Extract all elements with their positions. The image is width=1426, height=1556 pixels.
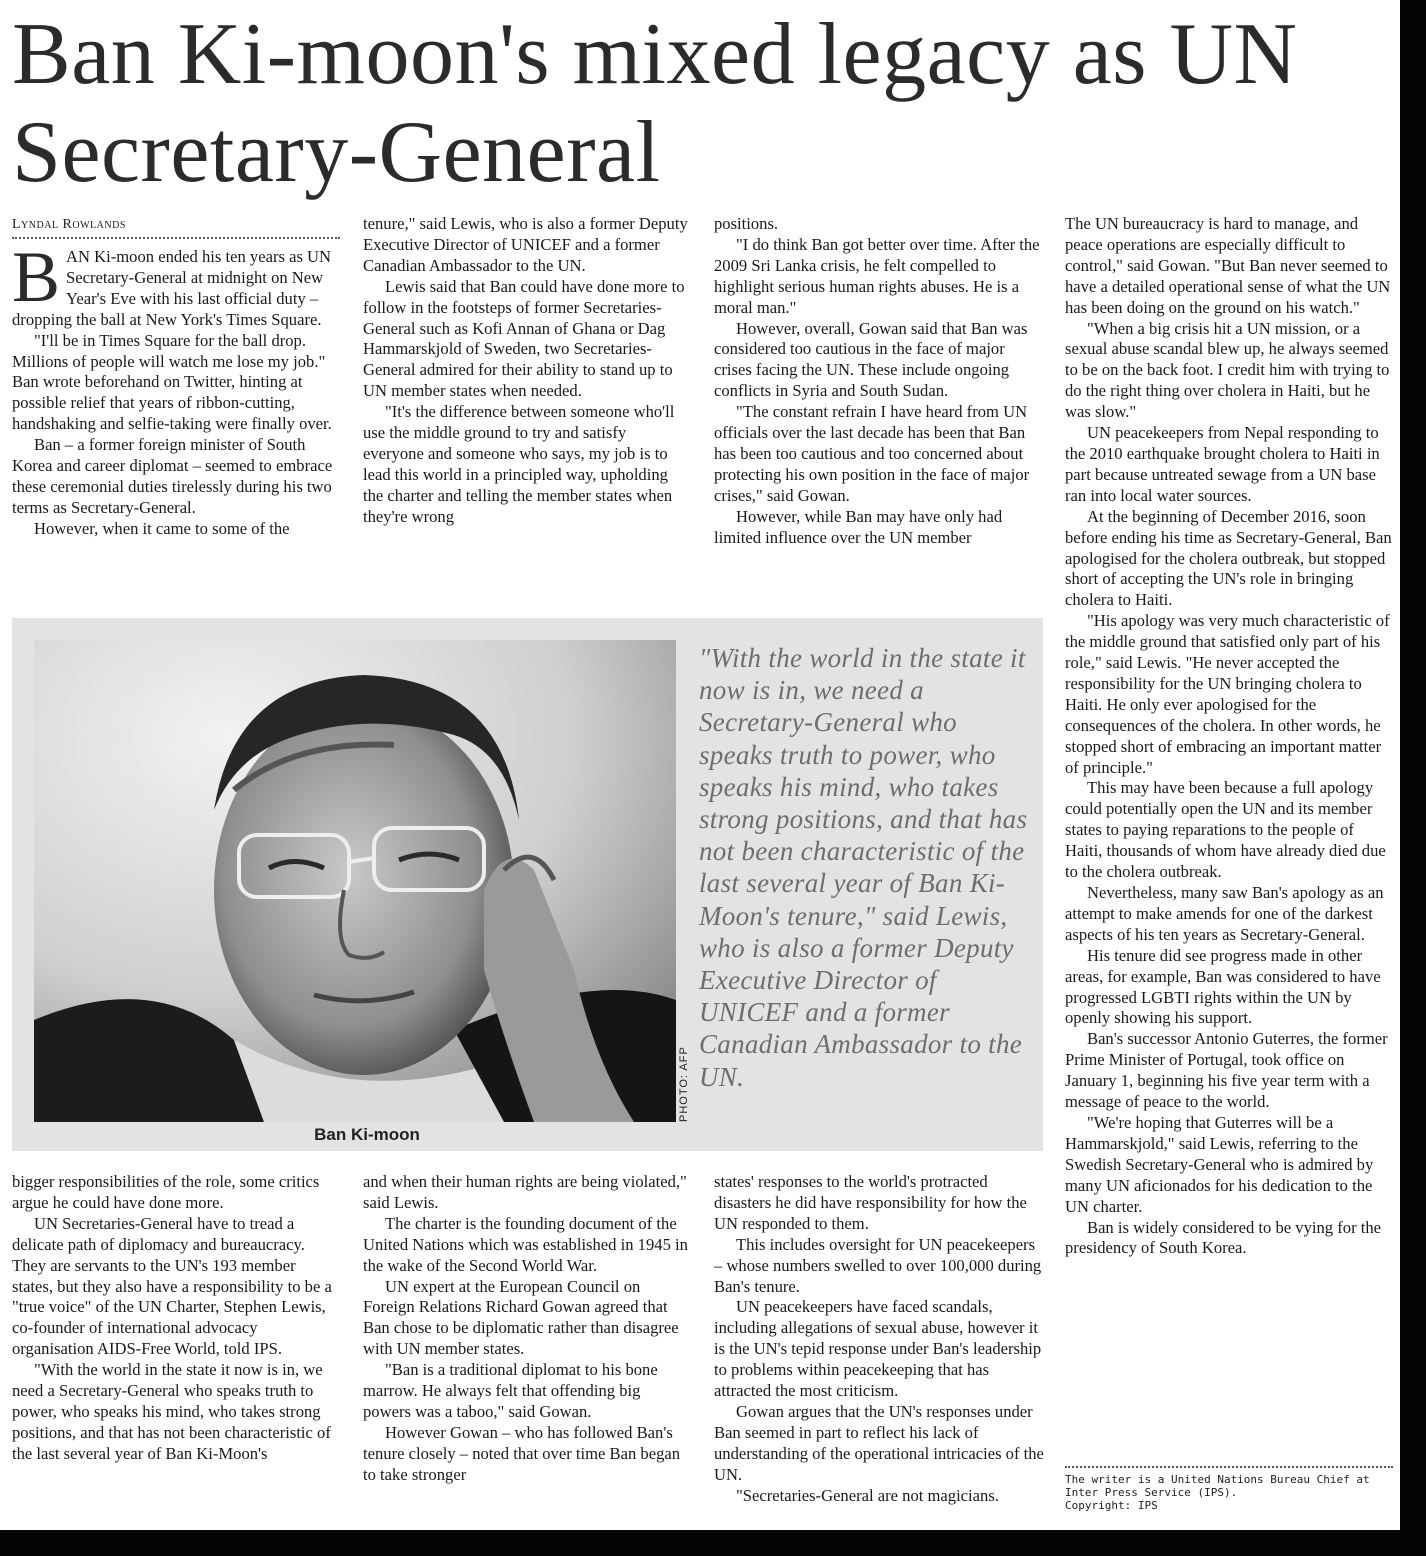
paragraph: "His apology was very much characteristic of the middle ground that satisfied only part of his role," said Lewis. "He never accepted the responsibility for the UN bringing cholera to Haiti. He only ever apologised for the consequences of the cholera. In other words, he stopped short of embracing an important matter of principle." <box>1065 611 1390 777</box>
column-1-top <box>12 216 340 540</box>
paragraph: tenure," said Lewis, who is also a former Deputy Executive Director of UNICEF and a former Canadian Ambassador to the UN. <box>363 214 688 275</box>
portrait-illustration <box>34 640 676 1122</box>
paragraph: The charter is the founding document of the United Nations which was established in 1945 in the wake of the Second World War. <box>363 1213 688 1275</box>
column-1-bottom <box>12 1172 340 1465</box>
column-3-bottom <box>714 1172 1044 1507</box>
paragraph: "We're hoping that Guterres will be a Hammarskjold," said Lewis, referring to the Swedish Secretary-General who is admired by many UN aficionados for his dedication to the UN charter. <box>1065 1112 1374 1216</box>
paragraph: UN peacekeepers have faced scandals, including allegations of sexual abuse, however it is the UN's tepid response under Ban's leadership to problems within peacekeeping that has attracted the most criticism. <box>714 1297 1042 1401</box>
column-2-bottom <box>363 1172 691 1486</box>
portrait-photo <box>34 640 676 1122</box>
footnote-author-line: The writer is a United Nations Bureau Chief at Inter Press Service (IPS). <box>1065 1473 1370 1499</box>
photo-credit <box>676 998 696 1128</box>
drop-cap: B <box>12 237 61 317</box>
paragraph: AN Ki-moon ended his ten years as UN Secretary-General at midnight on New Year's Eve with his last official duty – dropping the ball at New York's Times Square. <box>12 247 332 329</box>
column-3-top <box>714 214 1044 549</box>
photo-credit-text: PHOTO: AFP <box>678 1046 690 1122</box>
paragraph: The UN bureaucracy is hard to manage, and peace operations are especially difficult to control," said Gowan. "But Ban never seemed to have a detailed operational sense of what the UN has been doing on the ground on his watch." <box>1065 214 1391 317</box>
scan-border-right <box>1400 0 1426 1556</box>
paragraph: "I do think Ban got better over time. After the 2009 Sri Lanka crisis, he felt compelled to highlight serious human rights abuses. He is a moral man." <box>714 234 1040 317</box>
paragraph: "Ban is a traditional diplomat to his bone marrow. He always felt that offending big powers was a taboo," said Gowan. <box>363 1360 658 1421</box>
paragraph: This may have been because a full apology could potentially open the UN and its member states to paying reparations to the people of Haiti, thousands of whom have already died due to the cholera outbreak. <box>1065 778 1386 882</box>
scan-border-bottom <box>0 1530 1426 1556</box>
paragraph: Ban – a former foreign minister of South Korea and career diplomat – seemed to embrace these ceremonial duties tirelessly during his two terms as Secretary-General. <box>12 435 333 517</box>
paragraph: Gowan argues that the UN's responses under Ban seemed in part to reflect his lack of understanding of the operational intricacies of the UN. <box>714 1401 1044 1484</box>
paragraph: positions. <box>714 214 779 233</box>
photo-panel <box>12 618 1043 1151</box>
paragraph: However, while Ban may have only had limited influence over the UN member <box>714 506 1003 547</box>
author-footnote <box>1065 1466 1393 1512</box>
paragraph: bigger responsibilities of the role, some critics argue he could have done more. <box>12 1172 320 1212</box>
paragraph: "When a big crisis hit a UN mission, or a sexual abuse scandal blew up, he always seemed to be on the back foot. I credit him with trying to do the right thing over cholera in Haiti, but he was slow." <box>1065 318 1390 422</box>
paragraph: At the beginning of December 2016, soon before ending his time as Secretary-General, Ban apologised for the cholera outbreak, but stopped short of accepting the UN's role in bringing cholera to Haiti. <box>1065 506 1392 610</box>
pull-quote: "With the world in the state it now is in, we need a Secretary-General who speaks truth to power, who speaks his mind, who takes strong positions, and that has not been characteristic of the last several year of Ban Ki-Moon's tenure," said Lewis, who is also a former Deputy Executive Director of UNICEF and a former Canadian Ambassador to the UN. <box>699 643 1028 1092</box>
paragraph: "I'll be in Times Square for the ball drop. Millions of people will watch me lose my job." Ban wrote beforehand on Twitter, hinting at possible relief that years of ribbon-cutting, handshaking and selfie-taking were finally over. <box>12 330 332 434</box>
paragraph: However, overall, Gowan said that Ban was considered too cautious in the face of major crises facing the UN. These include ongoing conflicts in Syria and South Sudan. <box>714 318 1028 401</box>
photo-caption: Ban Ki-moon <box>314 1125 420 1144</box>
paragraph: Lewis said that Ban could have done more to follow in the footsteps of former Secretaries-General such as Kofi Annan of Ghana or Dag Hammarskjold of Sweden, two Secretaries-General admired for their ability to stand up to UN member states when needed. <box>363 276 685 401</box>
paragraph: "Secretaries-General are not magicians. <box>736 1485 999 1505</box>
footnote-copyright-line: Copyright: IPS <box>1065 1499 1158 1512</box>
paragraph: His tenure did see progress made in other areas, for example, Ban was considered to have progressed LGBTI rights within the UN by openly showing his support. <box>1065 945 1381 1028</box>
paragraph: However Gowan – who has followed Ban's tenure closely – noted that over time Ban began to take stronger <box>363 1422 681 1484</box>
paragraph: Ban is widely considered to be vying for the presidency of South Korea. <box>1065 1217 1382 1258</box>
paragraph: and when their human rights are being violated," said Lewis. <box>363 1172 687 1212</box>
paragraph: UN peacekeepers from Nepal responding to the 2010 earthquake brought cholera to Haiti in part because untreated sewage from a UN base ran into local water sources. <box>1065 423 1380 505</box>
paragraph: UN Secretaries-General have to tread a delicate path of diplomacy and bureaucracy. They are servants to the UN's 193 member states, but they also have a responsibility to be a "true voice" of the UN Charter, Stephen Lewis, co-founder of international advocacy organisation AIDS-Free World, told IPS. <box>12 1213 332 1359</box>
paragraph: "The constant refrain I have heard from UN officials over the last decade has been that Ban has been too cautious and too concerned about protecting his own position in the face of major crises," said Gowan. <box>714 402 1030 505</box>
headline: Ban Ki-moon's mixed legacy as UN Secretary-General <box>12 6 1298 201</box>
paragraph: "It's the difference between someone who'll use the middle ground to try and satisfy everyone and someone who says, my job is to lead this world in a principled way, upholding the charter and telling the member states when they're wrong <box>363 402 675 526</box>
paragraph: This includes oversight for UN peacekeepers – whose numbers swelled to over 100,000 during Ban's tenure. <box>714 1234 1042 1296</box>
paragraph: states' responses to the world's protracted disasters he did have responsibility for how the UN responded to them. <box>714 1172 1027 1233</box>
paragraph: Nevertheless, many saw Ban's apology as an attempt to make amends for one of the darkest aspects of his ten years as Secretary-General. <box>1065 883 1384 944</box>
paragraph: However, when it came to some of the <box>34 518 290 538</box>
paragraph: Ban's successor Antonio Guterres, the former Prime Minister of Portugal, took office on January 1, beginning his five year term with a message of peace to the world. <box>1065 1029 1388 1112</box>
column-2-top <box>363 214 691 528</box>
byline: Lyndal Rowlands <box>12 216 340 239</box>
column-4 <box>1065 214 1395 1259</box>
paragraph: UN expert at the European Council on Foreign Relations Richard Gowan agreed that Ban chose to be diplomatic rather than disagree with UN member states. <box>363 1276 679 1359</box>
paragraph: "With the world in the state it now is in, we need a Secretary-General who speaks truth to power, who speaks his mind, who takes strong positions, and that has not been characteristic of the last several year of Ban Ki-Moon's <box>12 1360 331 1463</box>
